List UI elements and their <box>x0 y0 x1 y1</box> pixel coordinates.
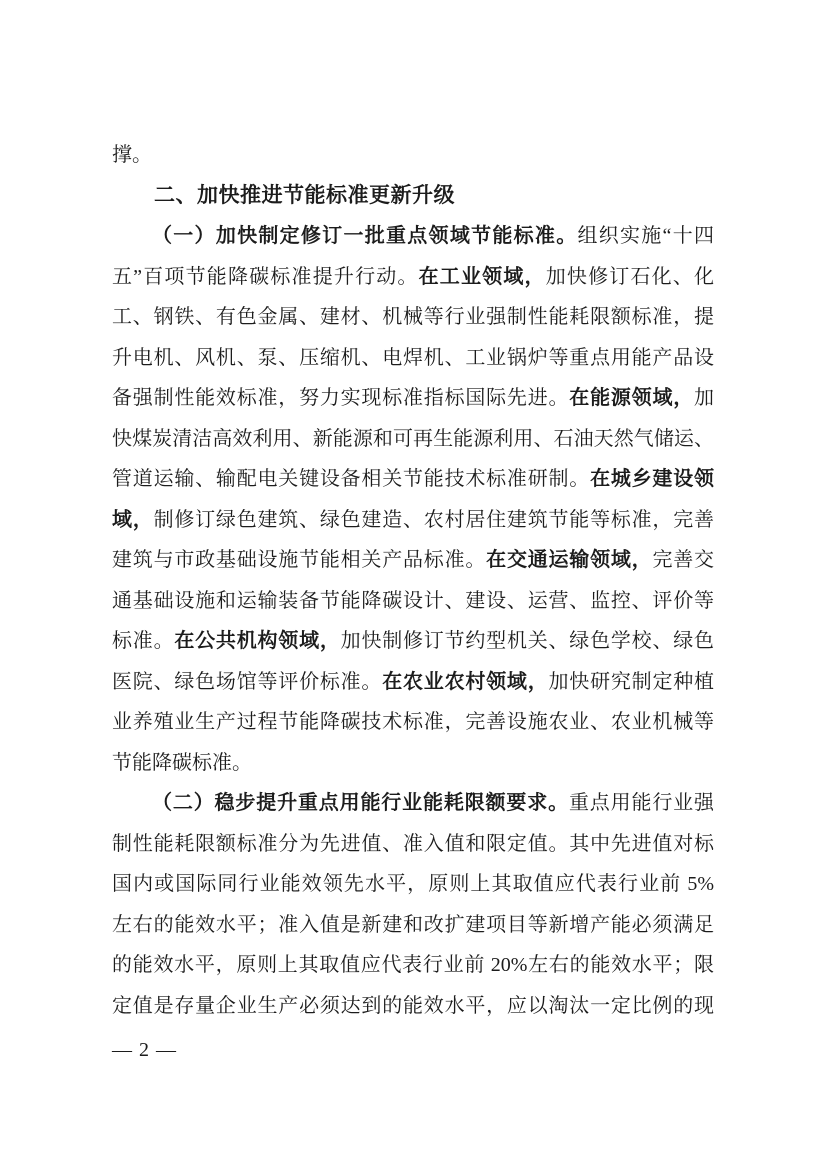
body-text: 管道运输、输配电关键设备相关节能技术标准研制。 <box>112 468 591 490</box>
emphasis-text: （二）稳步提升重点用能行业能耗限额要求。 <box>152 792 569 814</box>
text-line <box>112 459 714 500</box>
text-line <box>112 581 714 622</box>
body-text: 撑。 <box>112 144 152 166</box>
emphasis-text: （一）加快制定修订一批重点领域节能标准。 <box>152 225 578 247</box>
body-text: 五”百项节能降碳标准提升行动。 <box>112 265 419 288</box>
emphasis-text: 在工业领域， <box>418 265 546 288</box>
body-text: 标准。 <box>112 630 175 652</box>
document-body <box>112 135 714 1026</box>
body-text: 加 <box>694 387 715 409</box>
body-text: 的能效水平，原则上其取值应代表行业前 20%左右的能效水平；限 <box>112 954 714 976</box>
emphasis-text: 在农业农村领域， <box>382 670 549 693</box>
text-line <box>112 905 714 946</box>
text-line <box>112 824 714 865</box>
body-text: 加快制修订节约型机关、绿色学校、绿色 <box>340 630 715 652</box>
text-line <box>112 135 714 176</box>
body-text: 完善交 <box>652 549 715 571</box>
body-text: 建筑与市政基础设施节能相关产品标准。 <box>112 549 487 571</box>
body-text: 备强制性能效标准，努力实现标准指标国际先进。 <box>112 387 570 409</box>
body-text: 国内或国际同行业能效领先水平，原则上其取值应代表行业前 5% <box>112 873 714 895</box>
body-text: 通基础设施和运输装备节能降碳设计、建设、运营、监控、评价等 <box>112 589 714 612</box>
emphasis-text: 域， <box>112 508 154 531</box>
text-line <box>112 378 714 419</box>
emphasis-text: 在能源领域， <box>569 387 695 409</box>
body-text: 制修订绿色建筑、绿色建造、农村居住建筑节能等标准，完善 <box>153 508 715 531</box>
text-line <box>112 702 714 743</box>
body-text: 加快修订石化、化 <box>545 265 715 288</box>
body-text: 定值是存量企业生产必须达到的能效水平，应以淘汰一定比例的现 <box>112 994 714 1017</box>
text-line <box>112 500 714 541</box>
text-line <box>112 783 714 824</box>
body-text: 业养殖业生产过程节能降碳技术标准，完善设施农业、农业机械等 <box>112 711 714 733</box>
emphasis-text: 在公共机构领域， <box>174 630 341 652</box>
section-heading <box>112 176 714 217</box>
text-line <box>112 621 714 662</box>
text-line <box>112 743 714 784</box>
text-line <box>112 662 714 703</box>
body-text: 医院、绿色场馆等评价标准。 <box>112 670 383 693</box>
text-line <box>112 864 714 905</box>
body-text: 升电机、风机、泵、压缩机、电焊机、工业锅炉等重点用能产品设 <box>112 346 714 369</box>
body-text: 节能降碳标准。 <box>112 751 252 774</box>
body-text: 加快研究制定种植 <box>548 670 715 693</box>
text-line <box>112 338 714 379</box>
text-line <box>112 297 714 338</box>
text-line <box>112 257 714 298</box>
text-line <box>112 986 714 1027</box>
emphasis-text: 二、加快推进节能标准更新升级 <box>154 183 455 207</box>
body-text: 重点用能行业强 <box>568 792 715 814</box>
body-text: 制性能耗限额标准分为先进值、准入值和限定值。其中先进值对标 <box>112 832 714 855</box>
body-text: 左右的能效水平；准入值是新建和改扩建项目等新增产能必须满足 <box>112 913 714 936</box>
text-line <box>112 419 714 460</box>
emphasis-text: 在交通运输领域， <box>486 549 653 571</box>
text-line <box>112 540 714 581</box>
body-text: 快煤炭清洁高效利用、新能源和可再生能源利用、石油天然气储运、 <box>112 427 714 450</box>
page-number: — 2 — <box>112 1039 177 1061</box>
emphasis-text: 在城乡建设领 <box>590 468 715 490</box>
text-line <box>112 216 714 257</box>
body-text: 组织实施“十四 <box>577 225 714 247</box>
body-text: 工、钢铁、有色金属、建材、机械等行业强制性能耗限额标准，提 <box>112 306 714 328</box>
text-line <box>112 945 714 986</box>
